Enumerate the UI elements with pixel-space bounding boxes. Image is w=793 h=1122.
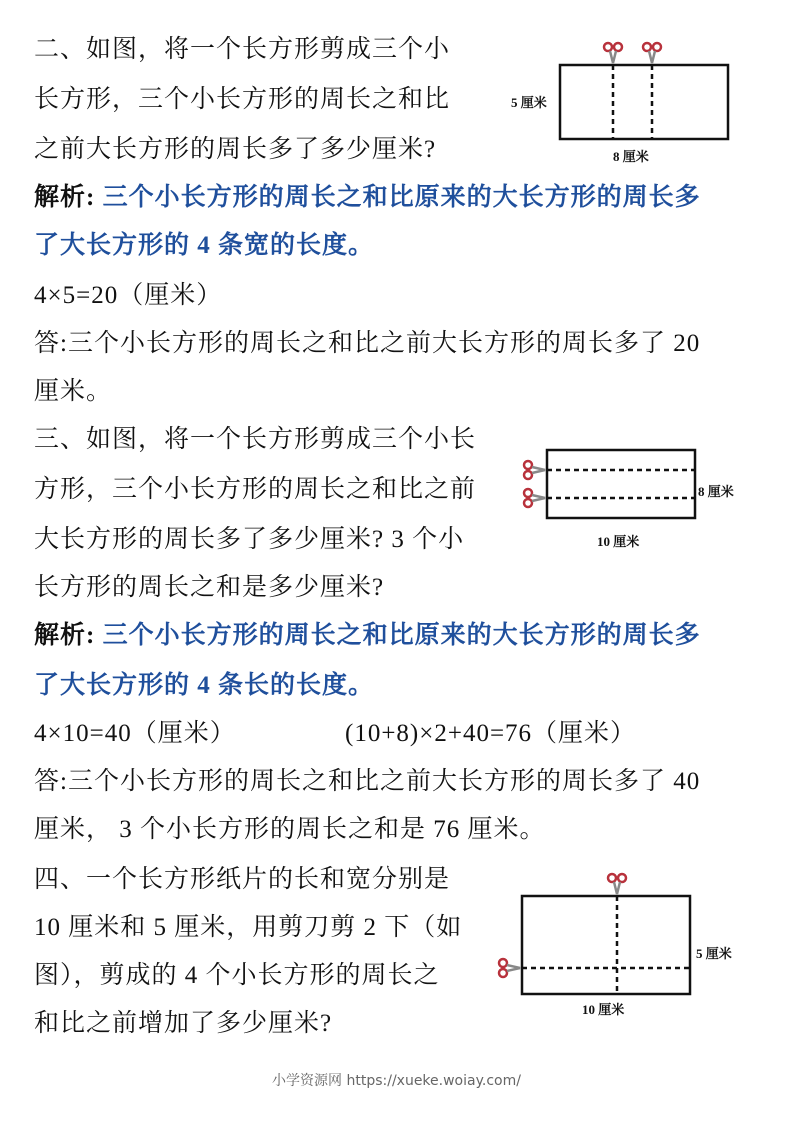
q3-line: 方形，三个小长方形的周长之和比之前 [34, 476, 477, 503]
q3-line: 长方形的周长之和是多少厘米? [34, 574, 385, 601]
analysis-text: 三个小长方形的周长之和比原来的大长方形的周长多 [102, 184, 701, 211]
answer: 厘米， 3 个小长方形的周长之和是 76 厘米。 [34, 816, 546, 843]
calculation: (10+8)×2+40=76（厘米） [345, 720, 637, 747]
side-label: 5 厘米 [511, 95, 547, 110]
scissors-icon [643, 43, 661, 63]
side-label: 8 厘米 [698, 484, 734, 499]
bottom-label: 8 厘米 [613, 149, 649, 164]
footer-watermark: 小学资源网 https://xueke.woiay.com/ [272, 1073, 521, 1089]
q2-line: 长方形，三个小长方形的周长之和比 [34, 86, 451, 113]
q4-diagram [490, 865, 760, 1025]
side-label: 5 厘米 [696, 946, 732, 961]
scissors-icon [608, 874, 626, 894]
analysis-label: 解析: [34, 184, 96, 211]
scissors-icon [499, 959, 520, 977]
q2-line: 之前大长方形的周长多了多少厘米? [34, 136, 437, 163]
scissors-icon [604, 43, 622, 63]
analysis-text: 了大长方形的 4 条长的长度。 [34, 672, 375, 699]
analysis-label: 解析: [34, 622, 96, 649]
answer: 厘米。 [34, 378, 113, 405]
q4-line: 图），剪成的 4 个小长方形的周长之 [34, 962, 440, 989]
q4-line: 四、一个长方形纸片的长和宽分别是 [34, 866, 451, 893]
analysis-text: 了大长方形的 4 条宽的长度。 [34, 232, 375, 259]
q3-line: 大长方形的周长多了多少厘米? 3 个小 [34, 526, 465, 553]
calculation: 4×10=40（厘米） [34, 720, 236, 747]
q2-diagram [505, 35, 745, 170]
q3-line: 三、如图，将一个长方形剪成三个小长 [34, 426, 477, 453]
answer: 答:三个小长方形的周长之和比之前大长方形的周长多了 20 [34, 330, 701, 357]
q4-line: 10 厘米和 5 厘米，用剪刀剪 2 下（如 [34, 914, 463, 941]
analysis-text: 三个小长方形的周长之和比原来的大长方形的周长多 [102, 622, 701, 649]
answer: 答:三个小长方形的周长之和比之前大长方形的周长多了 40 [34, 768, 701, 795]
calculation: 4×5=20（厘米） [34, 282, 223, 309]
bottom-label: 10 厘米 [597, 534, 640, 549]
q4-line: 和比之前增加了多少厘米? [34, 1010, 333, 1037]
q2-line: 二、如图，将一个长方形剪成三个小 [34, 36, 451, 63]
scissors-icon [524, 461, 545, 479]
q3-diagram [515, 440, 755, 555]
scissors-icon [524, 489, 545, 507]
bottom-label: 10 厘米 [582, 1002, 625, 1017]
